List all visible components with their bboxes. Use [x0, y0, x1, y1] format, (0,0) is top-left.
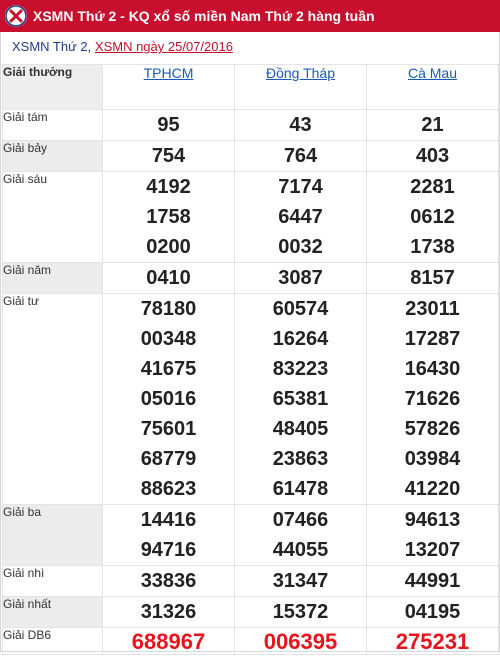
prize-cell — [235, 172, 367, 263]
prize-cell — [235, 110, 367, 141]
prize-cell — [235, 628, 367, 655]
winning-number: 44991 — [404, 570, 461, 592]
prize-cell — [103, 597, 235, 628]
results-table — [2, 64, 499, 655]
prize-row-giai-tam — [3, 110, 499, 141]
prize-cell — [367, 566, 499, 597]
winning-number: 44055 — [272, 539, 329, 561]
prize-row-giai-db6 — [3, 628, 499, 655]
prize-cell — [103, 505, 235, 566]
winning-number: 275231 — [395, 629, 470, 654]
winning-number: 16264 — [272, 328, 329, 350]
winning-number: 95 — [157, 114, 180, 136]
prize-cell — [103, 172, 235, 263]
prize-cell — [235, 505, 367, 566]
winning-number: 0200 — [146, 236, 191, 258]
prize-cell — [367, 110, 499, 141]
prize-cell — [367, 505, 499, 566]
winning-number: 43 — [289, 114, 312, 136]
winning-number: 00348 — [140, 328, 197, 350]
prize-label: Giải năm — [3, 263, 103, 294]
prize-cell — [235, 294, 367, 505]
province-link-tphcm[interactable]: TPHCM — [143, 65, 194, 81]
winning-number: 3087 — [278, 267, 323, 289]
winning-number: 60574 — [272, 298, 329, 320]
prize-cell — [367, 172, 499, 263]
winning-number: 688967 — [131, 629, 206, 654]
winning-number: 68779 — [140, 448, 197, 470]
prize-row-giai-ba — [3, 505, 499, 566]
prize-cell — [103, 294, 235, 505]
prize-cell — [103, 141, 235, 172]
winning-number: 33836 — [140, 570, 197, 592]
winning-number: 83223 — [272, 358, 329, 380]
province-link-dong-thap[interactable]: Đồng Tháp — [265, 65, 335, 81]
winning-number: 48405 — [272, 418, 329, 440]
prize-label: Giải tư — [3, 294, 103, 505]
winning-number: 2281 — [410, 176, 455, 198]
winning-number: 94613 — [404, 509, 461, 531]
winning-number: 65381 — [272, 388, 329, 410]
prize-label: Giải tám — [3, 110, 103, 141]
winning-number: 17287 — [404, 328, 461, 350]
winning-number: 0410 — [146, 267, 191, 289]
prize-cell — [367, 294, 499, 505]
page-header — [0, 0, 500, 32]
breadcrumb — [12, 37, 233, 57]
prize-row-giai-nhi — [3, 566, 499, 597]
winning-number: 6447 — [278, 206, 323, 228]
winning-number: 1758 — [146, 206, 191, 228]
winning-number: 41675 — [140, 358, 197, 380]
winning-number: 0612 — [410, 206, 455, 228]
winning-number: 7174 — [278, 176, 323, 198]
winning-number: 16430 — [404, 358, 461, 380]
winning-number: 07466 — [272, 509, 329, 531]
winning-number: 57826 — [404, 418, 461, 440]
province-header-tphcm — [103, 65, 235, 110]
xsmn-logo-icon — [5, 5, 27, 27]
prize-label: Giải ba — [3, 505, 103, 566]
prize-cell — [103, 628, 235, 655]
prize-label: Giải nhì — [3, 566, 103, 597]
winning-number: 21 — [421, 114, 444, 136]
prize-row-giai-nhat — [3, 597, 499, 628]
winning-number: 41220 — [404, 478, 461, 500]
winning-number: 403 — [415, 145, 450, 167]
winning-number: 04195 — [404, 601, 461, 623]
prize-label: Giải bảy — [3, 141, 103, 172]
page-title: XSMN Thứ 2 - KQ xổ số miền Nam Thứ 2 hàng tuần — [33, 8, 375, 24]
prize-cell — [235, 141, 367, 172]
prize-cell — [367, 141, 499, 172]
winning-number: 75601 — [140, 418, 197, 440]
province-header-ca-mau — [367, 65, 499, 110]
winning-number: 754 — [151, 145, 186, 167]
winning-number: 78180 — [140, 298, 197, 320]
winning-number: 14416 — [140, 509, 197, 531]
winning-number: 006395 — [263, 629, 338, 654]
winning-number: 03984 — [404, 448, 461, 470]
winning-number: 764 — [283, 145, 318, 167]
prize-row-giai-bay — [3, 141, 499, 172]
prize-cell — [235, 597, 367, 628]
province-link-ca-mau[interactable]: Cà Mau — [407, 65, 458, 81]
prize-cell — [235, 566, 367, 597]
prize-label: Giải nhất — [3, 597, 103, 628]
winning-number: 88623 — [140, 478, 197, 500]
prize-label: Giải sáu — [3, 172, 103, 263]
breadcrumb-separator: , — [87, 39, 92, 54]
table-header-row — [3, 65, 499, 110]
winning-number: 15372 — [272, 601, 329, 623]
winning-number: 0032 — [278, 236, 323, 258]
prize-cell — [235, 263, 367, 294]
prize-column-header: Giải thưởng — [3, 65, 103, 110]
winning-number: 61478 — [272, 478, 329, 500]
winning-number: 4192 — [146, 176, 191, 198]
winning-number: 05016 — [140, 388, 197, 410]
prize-label: Giải DB6 — [3, 628, 103, 655]
prize-cell — [103, 263, 235, 294]
winning-number: 13207 — [404, 539, 461, 561]
prize-cell — [367, 628, 499, 655]
winning-number: 31326 — [140, 601, 197, 623]
prize-row-giai-tu — [3, 294, 499, 505]
winning-number: 31347 — [272, 570, 329, 592]
winning-number: 8157 — [410, 267, 455, 289]
prize-row-giai-sau — [3, 172, 499, 263]
prize-cell — [367, 263, 499, 294]
prize-cell — [103, 566, 235, 597]
prize-row-giai-nam — [3, 263, 499, 294]
winning-number: 71626 — [404, 388, 461, 410]
winning-number: 94716 — [140, 539, 197, 561]
province-header-dong-thap — [235, 65, 367, 110]
breadcrumb-link-xsmn-thu-2[interactable]: XSMN Thứ 2 — [12, 39, 88, 54]
prize-cell — [367, 597, 499, 628]
breadcrumb-link-date[interactable]: XSMN ngày 25/07/2016 — [94, 39, 233, 54]
winning-number: 23863 — [272, 448, 329, 470]
winning-number: 1738 — [410, 236, 455, 258]
winning-number: 23011 — [405, 298, 460, 320]
prize-cell — [103, 110, 235, 141]
